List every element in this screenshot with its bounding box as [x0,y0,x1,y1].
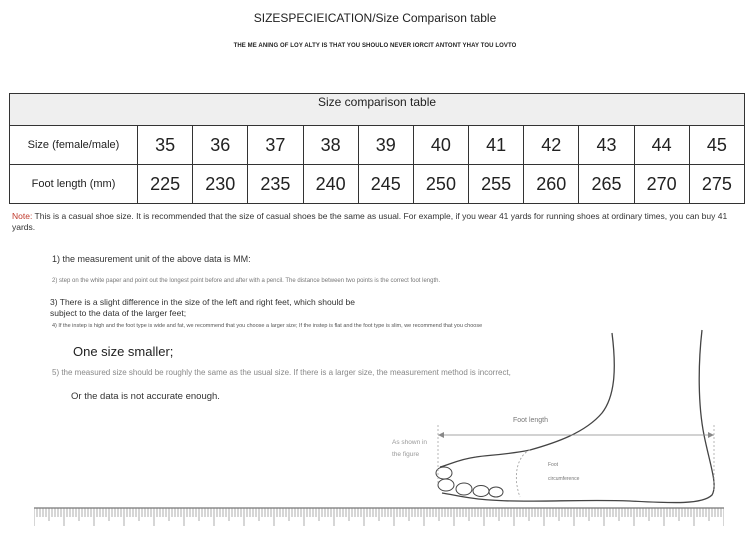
note-text [12,211,747,233]
measuring-ruler [34,505,724,527]
instruction-2: 2) step on the white paper and point out the longest point before and after with a pencil. The distance between two points is the correct foot length. [52,278,441,284]
instruction-3a: 3) There is a slight difference in the size of the left and right feet, which should be [50,297,355,307]
as-shown-label-1: As shown in [392,439,428,446]
instruction-5b: Or the data is not accurate enough. [71,391,220,402]
instruction-4: 4) If the instep is high and the foot type is wide and fat, we recommend that you choose a larger size; If the instep is flat and the foot type is slim, we recommend that you choose [52,323,483,329]
foot-length-cell: 275 [689,165,744,204]
foot-length-cell: 230 [193,165,248,204]
as-shown-label-2: the figure [392,451,420,458]
size-cell: 44 [634,126,689,165]
toe-5 [489,487,503,497]
size-cell: 36 [193,126,248,165]
foot-length-cell: 255 [469,165,524,204]
instruction-3b: subject to the data of the larger feet; [50,308,187,318]
note-prefix: Note: [12,211,33,221]
instruction-1: 1) the measurement unit of the above data is MM: [52,254,251,264]
size-cell: 43 [579,126,634,165]
ruler-ticks [34,508,724,526]
toe-3 [456,483,472,495]
foot-length-cell: 265 [579,165,634,204]
size-cell: 35 [138,126,193,165]
foot-length-row-label: Foot length (mm) [10,165,138,204]
toe-1 [436,467,452,479]
foot-length-row [10,165,745,204]
circumference-line [516,450,530,497]
toe-2 [438,479,454,491]
size-cell: 45 [689,126,744,165]
size-cell: 40 [413,126,468,165]
foot-length-label: Foot length [513,417,549,424]
foot-length-cell: 235 [248,165,303,204]
size-comparison-table [9,93,745,204]
foot-top-outline [440,333,614,467]
toe-4 [473,486,489,497]
instruction-4b: One size smaller; [73,344,174,359]
foot-length-cell: 270 [634,165,689,204]
foot-length-cell: 245 [358,165,413,204]
size-cell: 41 [469,126,524,165]
circumference-label-2: circumference [548,476,580,482]
foot-length-cell: 240 [303,165,358,204]
note-body: This is a casual shoe size. It is recommended that the size of casual shoes be the same as usual. For example, if you wear 41 yards for running shoes at ordinary times, you can buy 41 yards. [12,211,728,232]
table-heading: Size comparison table [10,94,745,126]
size-cell: 42 [524,126,579,165]
length-arrow-left [438,432,444,438]
size-row-label: Size (female/male) [10,126,138,165]
length-arrow-right [708,432,714,438]
size-row [10,126,745,165]
foot-length-cell: 260 [524,165,579,204]
table-heading-row [10,94,745,126]
instruction-5: 5) the measured size should be roughly the same as the usual size. If there is a larger size, the measurement method is incorrect, [52,368,511,377]
page-subtitle: THE ME ANING OF LOY ALTY IS THAT YOU SHOULO NEVER IORCIT ANTONT YHAY TOU LOVTO [233,43,517,49]
foot-length-cell: 225 [138,165,193,204]
size-cell: 39 [358,126,413,165]
circumference-label-1: Foot [548,462,559,468]
size-cell: 37 [248,126,303,165]
foot-length-cell: 250 [413,165,468,204]
foot-illustration [380,325,725,510]
page-title: SIZESPECIEICATION/Size Comparison table [253,11,497,25]
size-cell: 38 [303,126,358,165]
